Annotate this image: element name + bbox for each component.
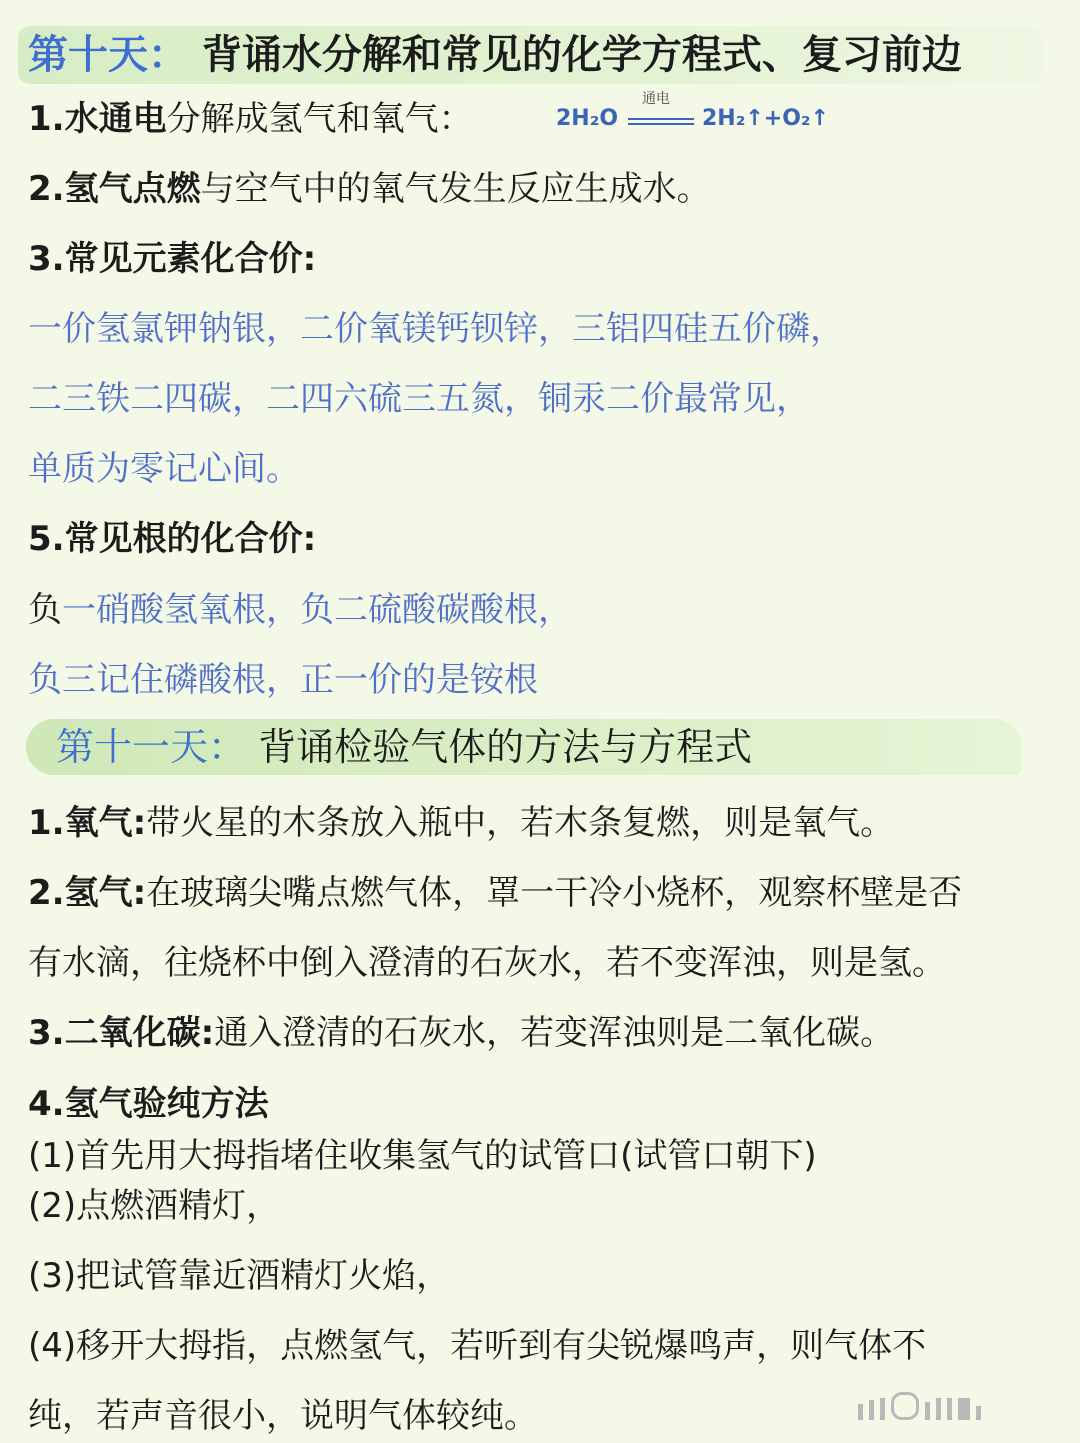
item1-rest: 分解成氢气和氧气：	[166, 99, 473, 139]
item3-heading: 3.常见元素化合价:	[28, 239, 317, 279]
purity-step-2: (2)点燃酒精灯，	[28, 1186, 281, 1226]
radical-rhyme-line-1	[28, 588, 572, 632]
water-electrolysis-equation	[556, 88, 829, 140]
equation-right: 2H₂↑+O₂↑	[702, 106, 829, 131]
day10-title	[28, 26, 962, 84]
gas-item-oxygen-bold: 1.氧气:	[28, 803, 147, 843]
purity-step-3: (3)把试管靠近酒精灯火焰，	[28, 1256, 451, 1296]
day11-title	[56, 719, 752, 775]
purity-step-1: (1)首先用大拇指堵住收集氢气的试管口(试管口朝下)	[28, 1136, 817, 1176]
item1-bold: 1.水通电	[28, 99, 167, 139]
item2-rest: 与空气中的氧气发生反应生成水。	[200, 169, 711, 209]
gas-item-co2-bold: 3.二氧化碳:	[28, 1013, 215, 1053]
equation-bar-bottom	[628, 123, 694, 125]
valence-rhyme-line-3: 单质为零记心间。	[28, 449, 300, 489]
day10-topic: 背诵水分解和常见的化学方程式、复习前边	[201, 32, 962, 78]
item4-heading: 4.氢气验纯方法	[28, 1084, 269, 1124]
gas-item-hydrogen-rest: 在玻璃尖嘴点燃气体，罩一干冷小烧杯，观察杯壁是否	[146, 873, 963, 913]
gas-item-co2-rest: 通入澄清的石灰水，若变浑浊则是二氧化碳。	[214, 1013, 895, 1053]
gas-item-hydrogen-cont	[28, 941, 946, 985]
item2-line	[28, 167, 711, 211]
radical-line1-rest: 一硝酸氢氧根，负二硫酸碳酸根，	[62, 590, 572, 630]
gas-item-hydrogen-bold: 2.氢气:	[28, 873, 147, 913]
gas-item-hydrogen	[28, 871, 962, 915]
purity-step-4-cont: 纯，若声音很小，说明气体较纯。	[28, 1396, 538, 1436]
equation-bar-top	[628, 118, 694, 120]
radical-line1-prefix: 负	[28, 590, 62, 630]
gas-item-oxygen	[28, 801, 894, 845]
gas-item-oxygen-rest: 带火星的木条放入瓶中，若木条复燃，则是氧气。	[146, 803, 895, 843]
item2-bold: 2.氢气点燃	[28, 169, 201, 209]
equation-condition: 通电	[642, 91, 670, 107]
equation-left: 2H₂O	[556, 106, 619, 131]
gas-item-hydrogen-cont-text: 有水滴，往烧杯中倒入澄清的石灰水，若不变浑浊，则是氢。	[28, 943, 946, 983]
item1-line	[28, 97, 473, 141]
gas-item-co2	[28, 1011, 894, 1055]
valence-rhyme-line-1: 一价氢氯钾钠银，二价氧镁钙钡锌，三铝四硅五价磷，	[28, 309, 844, 349]
item5-heading: 5.常见根的化合价:	[28, 519, 317, 559]
day11-topic: 背诵检验气体的方法与方程式	[258, 725, 753, 769]
valence-rhyme-line-2: 二三铁二四碳，二四六硫三五氮，铜汞二价最常见，	[28, 379, 810, 419]
radical-rhyme-line-2: 负三记住磷酸根，正一价的是铵根	[28, 660, 538, 700]
watermark-icon	[858, 1392, 1058, 1418]
day11-label: 第十一天：	[56, 725, 247, 769]
day10-label: 第十天：	[28, 32, 188, 78]
purity-step-4: (4)移开大拇指，点燃氢气，若听到有尖锐爆鸣声，则气体不	[28, 1326, 927, 1366]
